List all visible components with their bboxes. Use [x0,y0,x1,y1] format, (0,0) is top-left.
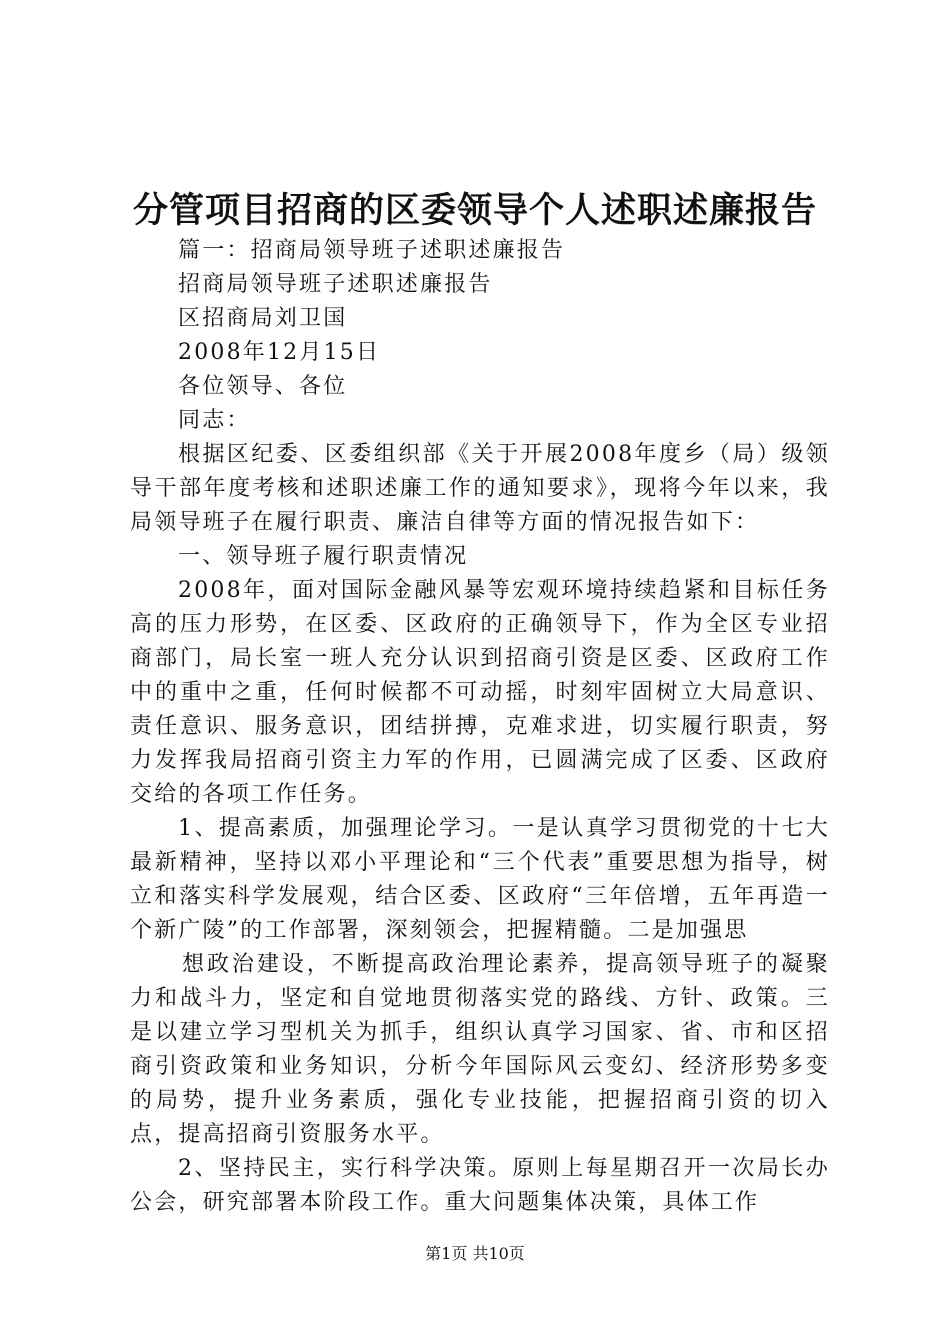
paragraph-intro: 根据区纪委、区委组织部《关于开展2008年度乡（局）级领导干部年度考核和述职述廉工作的通知要求》，现将今年以来，我局领导班子在履行职责、廉洁自律等方面的情况报告如下： [130,442,830,535]
paragraph-item-2: 2、坚持民主，实行科学决策。原则上每星期召开一次局长办公会，研究部署本阶段工作。重大问题集体决策，具体工作 [130,1156,830,1215]
paragraph-overview: 2008年，面对国际金融风暴等宏观环境持续趋紧和目标任务高的压力形势，在区委、区政府的正确领导下，作为全区专业招商部门，局长室一班人充分认识到招商引资是区委、区政府工作中的重中之重，任何时候都不可动摇，时刻牢固树立大局意识、责任意识、服务意识，团结拼搏，克难求进，切实履行职责，努力发挥我局招商引资主力军的作用，已圆满完成了区委、区政府交给的各项工作任务。 [130,578,830,807]
header-line-author: 区招商局刘卫国 [178,306,348,331]
document-title: 分管项目招商的区委领导个人述职述廉报告 [132,190,817,231]
header-line-report-title: 招商局领导班子述职述廉报告 [178,272,493,297]
page-number: 第1页 共10页 [425,1244,525,1263]
header-line-comrades: 同志： [178,408,251,433]
section-heading: 一、领导班子履行职责情况 [178,544,469,569]
header-line-salutation: 各位领导、各位 [178,374,348,399]
document-body [130,234,830,1220]
paragraph-item-1: 1、提高素质，加强理论学习。一是认真学习贯彻党的十七大最新精神，坚持以邓小平理论和“三个代表”重要思想为指导，树立和落实科学发展观，结合区委、区政府“三年倍增，五年再造一个新广陵”的工作部署，深刻领会，把握精髓。二是加强思 [130,816,830,943]
header-line-date: 2008年12月15日 [178,340,381,365]
paragraph-item-1-continued: 想政治建设，不断提高政治理论素养，提高领导班子的凝聚力和战斗力，坚定和自觉地贯彻落实党的路线、方针、政策。三是以建立学习型机关为抓手，组织认真学习国家、省、市和区招商引资政策和业务知识，分析今年国际风云变幻、经济形势多变的局势，提升业务素质，强化专业技能，把握招商引资的切入点，提高招商引资服务水平。 [130,952,830,1147]
header-line-article: 篇一：招商局领导班子述职述廉报告 [178,238,566,263]
